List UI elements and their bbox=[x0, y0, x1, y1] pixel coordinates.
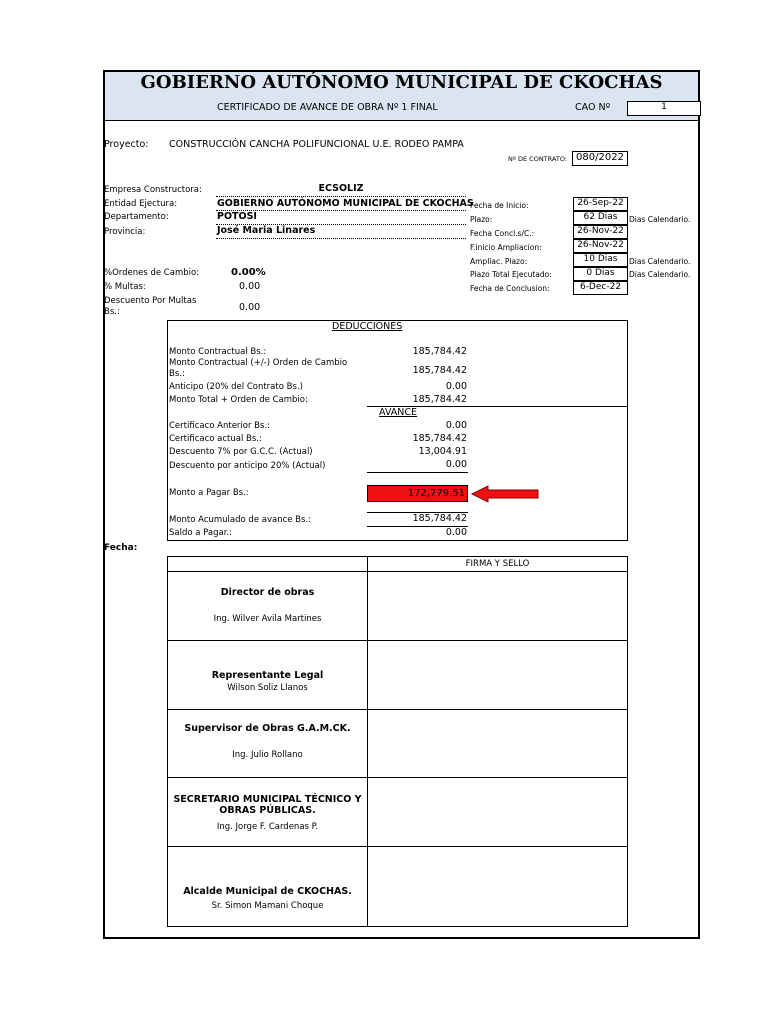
fecha-conclusion-label: Fecha de Conclusion: bbox=[470, 284, 550, 293]
ampliac-plazo-label: Ampliac. Plazo: bbox=[470, 257, 528, 266]
fecha-concl-label: Fecha Concl.s/C.: bbox=[470, 229, 535, 238]
desc-gcc-value: 13,004.91 bbox=[418, 446, 467, 457]
cert-actual-label: Certificaco actual Bs.: bbox=[169, 434, 262, 444]
project-name: CONSTRUCCIÓN CANCHA POLIFUNCIONAL U.E. RODEO PAMPA bbox=[169, 139, 464, 150]
empresa-label: Empresa Constructora: bbox=[104, 185, 202, 195]
inicio-ampliacion-label: F.inicio Ampliacion: bbox=[470, 243, 542, 252]
fecha-concl-value: 26-Nov-22 bbox=[573, 225, 628, 239]
provincia-value: José Maria Linares bbox=[217, 225, 316, 236]
monto-contractual-value: 185,784.42 bbox=[412, 346, 467, 357]
cert-anterior-value: 0.00 bbox=[445, 420, 467, 431]
project-label: Proyecto: bbox=[104, 139, 149, 150]
cert-anterior-label: Certificaco Anterior Bs.: bbox=[169, 421, 271, 431]
signatures-header-line bbox=[168, 571, 627, 572]
empresa-underline bbox=[216, 196, 466, 197]
fecha-inicio-label: Fecha de Inicio: bbox=[470, 201, 529, 210]
signature-role-secretario-2: OBRAS PÚBLICAS. bbox=[219, 805, 316, 816]
anticipo-label: Anticipo (20% del Contrato Bs.) bbox=[169, 382, 303, 392]
monto-acumulado-label: Monto Acumulado de avance Bs.: bbox=[169, 515, 312, 525]
anticipo-value: 0.00 bbox=[445, 381, 467, 392]
ordenes-cambio-label: %Ordenes de Cambio: bbox=[104, 268, 200, 278]
signature-name-representante: Wilson Soliz Llanos bbox=[227, 683, 308, 693]
deducciones-title: DEDUCCIONES bbox=[332, 321, 403, 332]
signature-role-alcalde: Alcalde Municipal de CKOCHAS. bbox=[183, 886, 352, 897]
monto-acumulado-value: 185,784.42 bbox=[412, 513, 467, 524]
plazo-total-label: Plazo Total Ejecutado: bbox=[470, 270, 552, 279]
cao-number: 1 bbox=[627, 101, 701, 116]
plazo-note: Dias Calendario. bbox=[629, 215, 691, 224]
subtotal-line bbox=[367, 472, 468, 473]
monto-total-label: Monto Total + Orden de Cambio: bbox=[169, 395, 308, 405]
fecha-conclusion-value: 6-Dec-22 bbox=[573, 281, 628, 295]
firma-sello-header: FIRMA Y SELLO bbox=[465, 559, 530, 569]
document-title: GOBIERNO AUTÓNOMO MUNICIPAL DE CKOCHAS bbox=[140, 72, 663, 93]
avance-title: AVANCE bbox=[379, 407, 418, 418]
multas-value: 0.00 bbox=[239, 281, 261, 292]
entidad-label: Entidad Ejectura: bbox=[104, 199, 178, 209]
signature-name-secretario: Ing. Jorge F. Cardenas P. bbox=[216, 822, 319, 832]
signatures-column-divider bbox=[367, 557, 368, 926]
cao-label: CAO Nº bbox=[575, 102, 611, 113]
entidad-value: GOBIERNO AUTÓNOMO MUNICIPAL DE CKOCHAS bbox=[217, 198, 474, 209]
signature-row-divider bbox=[168, 777, 627, 778]
signature-role-supervisor: Supervisor de Obras G.A.M.CK. bbox=[184, 723, 351, 734]
arrow-left-icon bbox=[470, 484, 540, 504]
ampliac-plazo-value: 10 Dias bbox=[573, 253, 628, 267]
signature-row-divider bbox=[168, 846, 627, 847]
signature-name-supervisor: Ing. Julio Rollano bbox=[232, 750, 303, 760]
signature-row-divider bbox=[168, 640, 627, 641]
monto-total-value: 185,784.42 bbox=[412, 394, 467, 405]
descuento-multas-label-1: Descuento Por Multas bbox=[104, 296, 197, 306]
saldo-value: 0.00 bbox=[445, 527, 467, 538]
saldo-label: Saldo a Pagar.: bbox=[169, 528, 233, 538]
desc-gcc-label: Descuento 7% por G.C.C. (Actual) bbox=[169, 447, 313, 457]
desc-anticipo-label: Descuento por anticipo 20% (Actual) bbox=[169, 461, 326, 471]
monto-pagar-value: 172,779.51 bbox=[367, 485, 468, 502]
provincia-underline bbox=[216, 238, 466, 239]
fecha-label: Fecha: bbox=[104, 543, 138, 553]
desc-anticipo-value: 0.00 bbox=[445, 459, 467, 470]
monto-pagar-label: Monto a Pagar Bs.: bbox=[169, 488, 249, 498]
monto-oc-label-2: Bs.: bbox=[169, 369, 185, 379]
fecha-inicio-value: 26-Sep-22 bbox=[573, 197, 628, 211]
signature-role-representante: Representante Legal bbox=[211, 670, 324, 681]
descuento-multas-label-2: Bs.: bbox=[104, 307, 120, 317]
departamento-label: Departamento: bbox=[104, 212, 169, 222]
monto-contractual-label: Monto Contractual Bs.: bbox=[169, 347, 267, 357]
descuento-multas-value: 0.00 bbox=[239, 302, 261, 313]
inicio-ampliacion-value: 26-Nov-22 bbox=[573, 239, 628, 253]
ordenes-cambio-value: 0.00% bbox=[231, 267, 266, 278]
certificate-subtitle: CERTIFICADO DE AVANCE DE OBRA Nº 1 FINAL bbox=[217, 102, 438, 113]
plazo-total-value: 0 Dias bbox=[573, 267, 628, 281]
contract-label: Nº DE CONTRATO: bbox=[508, 155, 568, 163]
signatures-box bbox=[167, 556, 628, 927]
empresa-value: ECSOLIZ bbox=[318, 183, 364, 194]
departamento-value: POTOSI bbox=[217, 211, 257, 222]
contract-number: 080/2022 bbox=[572, 151, 628, 166]
signature-row-divider bbox=[168, 709, 627, 710]
cert-actual-value: 185,784.42 bbox=[412, 433, 467, 444]
signature-name-director: Ing. Wilver Avila Martines bbox=[213, 614, 322, 624]
plazo-value: 62 Dias bbox=[573, 211, 628, 225]
signature-role-secretario-1: SECRETARIO MUNICIPAL TÉCNICO Y bbox=[173, 794, 362, 805]
plazo-total-note: Dias Calendario. bbox=[629, 270, 691, 279]
monto-oc-label-1: Monto Contractual (+/-) Orden de Cambio bbox=[169, 358, 348, 368]
provincia-label: Provincia: bbox=[104, 227, 146, 237]
signature-role-director: Director de obras bbox=[220, 587, 315, 598]
ampliac-plazo-note: Dias Calendario. bbox=[629, 257, 691, 266]
signature-name-alcalde: Sr. Simon Mamani Choque bbox=[211, 901, 324, 911]
multas-label: % Multas: bbox=[104, 282, 146, 292]
plazo-label: Plazo: bbox=[470, 215, 493, 224]
monto-oc-value: 185,784.42 bbox=[412, 365, 467, 376]
